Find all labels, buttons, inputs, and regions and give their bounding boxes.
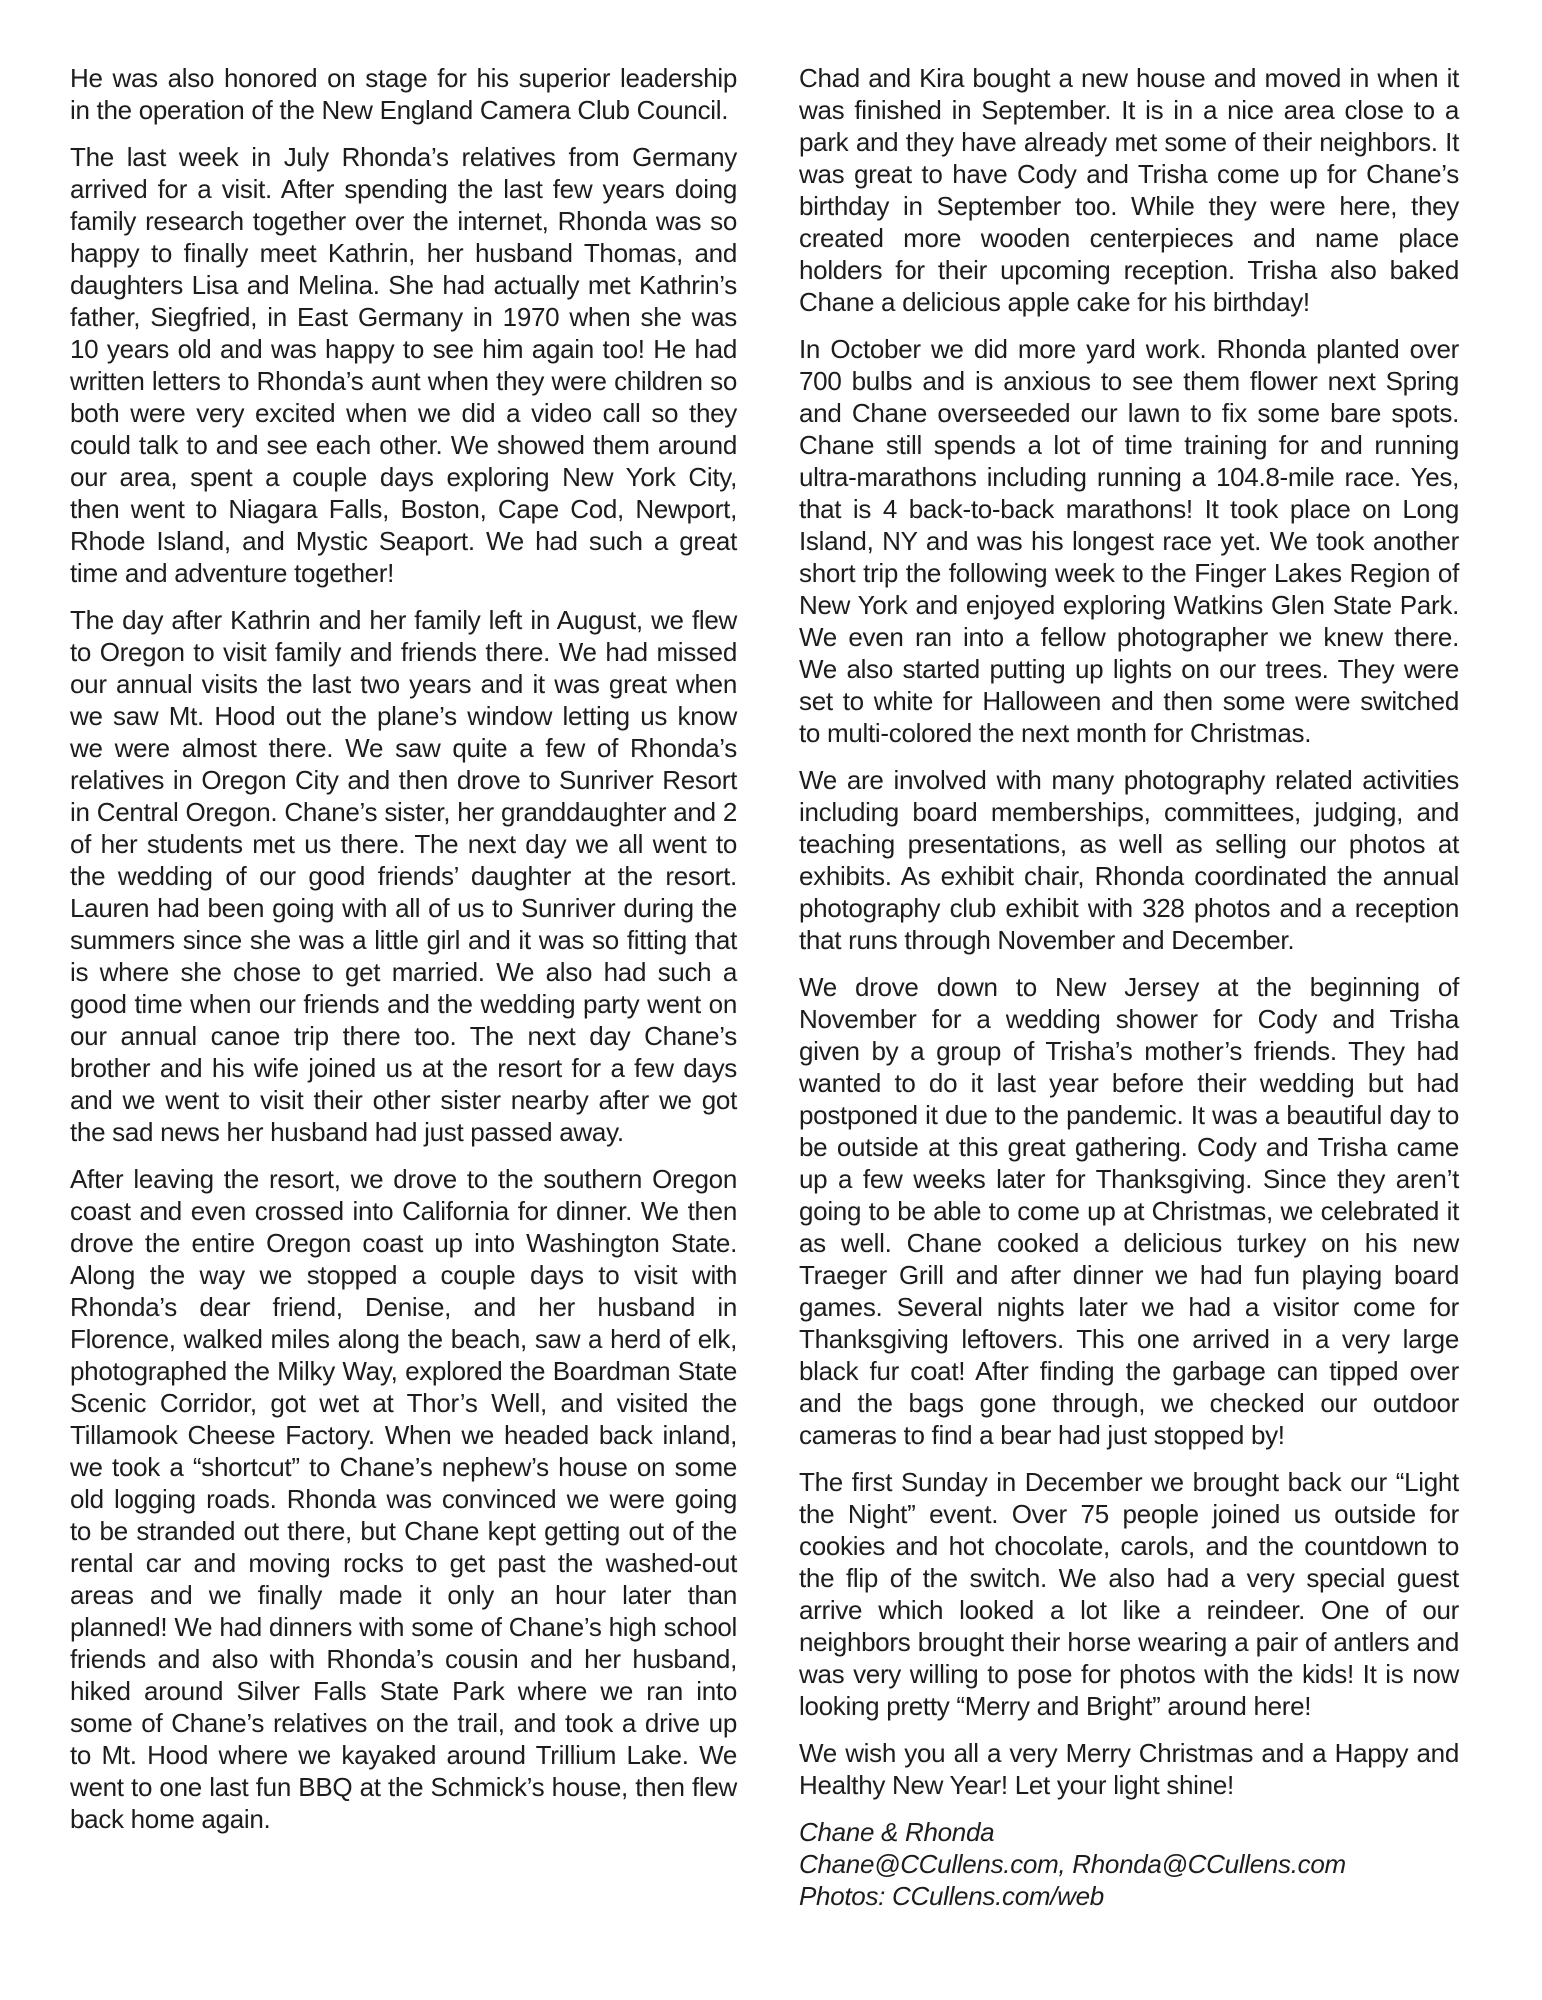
right-column bbox=[799, 62, 1459, 1912]
paragraph: Chad and Kira bought a new house and moved in when it was finished in September. It is in a nice area close to a park and they have already met some of their neighbors. It was great to have Cody and Trisha come up for Chane’s birthday in September too. While they were here, they created more wooden centerpieces and name place holders for their upcoming reception. Trisha also baked Chane a delicious apple cake for his birthday! bbox=[799, 63, 1459, 317]
paragraph: The first Sunday in December we brought back our “Light the Night” event. Over 75 people joined us outside for cookies and hot chocolate, carols, and the countdown to the flip of the switch. We also had a very special guest arrive which looked a lot like a reindeer. One of our neighbors brought their horse wearing a pair of antlers and was very willing to pose for photos with the kids! It is now looking pretty “Merry and Bright” around here! bbox=[799, 1467, 1459, 1721]
signature-emails: Chane@CCullens.com, Rhonda@CCullens.com bbox=[799, 1849, 1346, 1879]
signature-block bbox=[799, 1816, 1459, 1912]
paragraph: He was also honored on stage for his superior leadership in the operation of the New England Camera Club Council. bbox=[70, 63, 737, 125]
signature-names: Chane & Rhonda bbox=[799, 1817, 995, 1847]
paragraph: We are involved with many photography related activities including board memberships, committees, judging, and teaching presentations, as well as selling our photos at exhibits. As exhibit chair, Rhonda coordinated the annual photography club exhibit with 328 photos and a reception that runs through November and December. bbox=[799, 765, 1459, 955]
paragraph: We drove down to New Jersey at the beginning of November for a wedding shower for Cody and Trisha given by a group of Trisha’s mother’s friends. They had wanted to do it last year before their wedding but had postponed it due to the pandemic. It was a beautiful day to be outside at this great gathering. Cody and Trisha came up a few weeks later for Thanksgiving. Since they aren’t going to be able to come up at Christmas, we celebrated it as well. Chane cooked a delicious turkey on his new Traeger Grill and after dinner we had fun playing board games. Several nights later we had a visitor come for Thanksgiving leftovers. This one arrived in a very large black fur coat! After finding the garbage can tipped over and the bags gone through, we checked our outdoor cameras to find a bear had just stopped by! bbox=[799, 972, 1459, 1450]
paragraph: In October we did more yard work. Rhonda planted over 700 bulbs and is anxious to see them flower next Spring and Chane overseeded our lawn to fix some bare spots. Chane still spends a lot of time training for and running ultra-marathons including running a 104.8-mile race. Yes, that is 4 back-to-back marathons! It took place on Long Island, NY and was his longest race yet. We took another short trip the following week to the Finger Lakes Region of New York and enjoyed exploring Watkins Glen State Park. We even ran into a fellow photographer we knew there. We also started putting up lights on our trees. They were set to white for Halloween and then some were switched to multi-colored the next month for Christmas. bbox=[799, 334, 1459, 748]
two-column-layout bbox=[70, 62, 1459, 1912]
paragraph: The last week in July Rhonda’s relatives from Germany arrived for a visit. After spending the last few years doing family research together over the internet, Rhonda was so happy to finally meet Kathrin, her husband Thomas, and daughters Lisa and Melina. She had actually met Kathrin’s father, Siegfried, in East Germany in 1970 when she was 10 years old and was happy to see him again too! He had written letters to Rhonda’s aunt when they were children so both were very excited when we did a video call so they could talk to and see each other. We showed them around our area, spent a couple days exploring New York City, then went to Niagara Falls, Boston, Cape Cod, Newport, Rhode Island, and Mystic Seaport. We had such a great time and adventure together! bbox=[70, 142, 737, 588]
left-column bbox=[70, 62, 737, 1912]
paragraph: The day after Kathrin and her family left in August, we flew to Oregon to visit family and friends there. We had missed our annual visits the last two years and it was great when we saw Mt. Hood out the plane’s window letting us know we were almost there. We saw quite a few of Rhonda’s relatives in Oregon City and then drove to Sunriver Resort in Central Oregon. Chane’s sister, her granddaughter and 2 of her students met us there. The next day we all went to the wedding of our good friends’ daughter at the resort. Lauren had been going with all of us to Sunriver during the summers since she was a little girl and it was so fitting that is where she chose to get married. We also had such a good time when our friends and the wedding party went on our annual canoe trip there too. The next day Chane’s brother and his wife joined us at the resort for a few days and we went to visit their other sister nearby after we got the sad news her husband had just passed away. bbox=[70, 605, 737, 1147]
signature-photos-link: Photos: CCullens.com/web bbox=[799, 1881, 1104, 1911]
paragraph: We wish you all a very Merry Christmas and a Happy and Healthy New Year! Let your light shine! bbox=[799, 1738, 1459, 1800]
paragraph: After leaving the resort, we drove to the southern Oregon coast and even crossed into California for dinner. We then drove the entire Oregon coast up into Washington State. Along the way we stopped a couple days to visit with Rhonda’s dear friend, Denise, and her husband in Florence, walked miles along the beach, saw a herd of elk, photographed the Milky Way, explored the Boardman State Scenic Corridor, got wet at Thor’s Well, and visited the Tillamook Cheese Factory. When we headed back inland, we took a “shortcut” to Chane’s nephew’s house on some old logging roads. Rhonda was convinced we were going to be stranded out there, but Chane kept getting out of the rental car and moving rocks to get past the washed-out areas and we finally made it only an hour later than planned! We had dinners with some of Chane’s high school friends and also with Rhonda’s cousin and her husband, hiked around Silver Falls State Park where we ran into some of Chane’s relatives on the trail, and took a drive up to Mt. Hood where we kayaked around Trillium Lake. We went to one last fun BBQ at the Schmick’s house, then flew back home again. bbox=[70, 1164, 737, 1834]
